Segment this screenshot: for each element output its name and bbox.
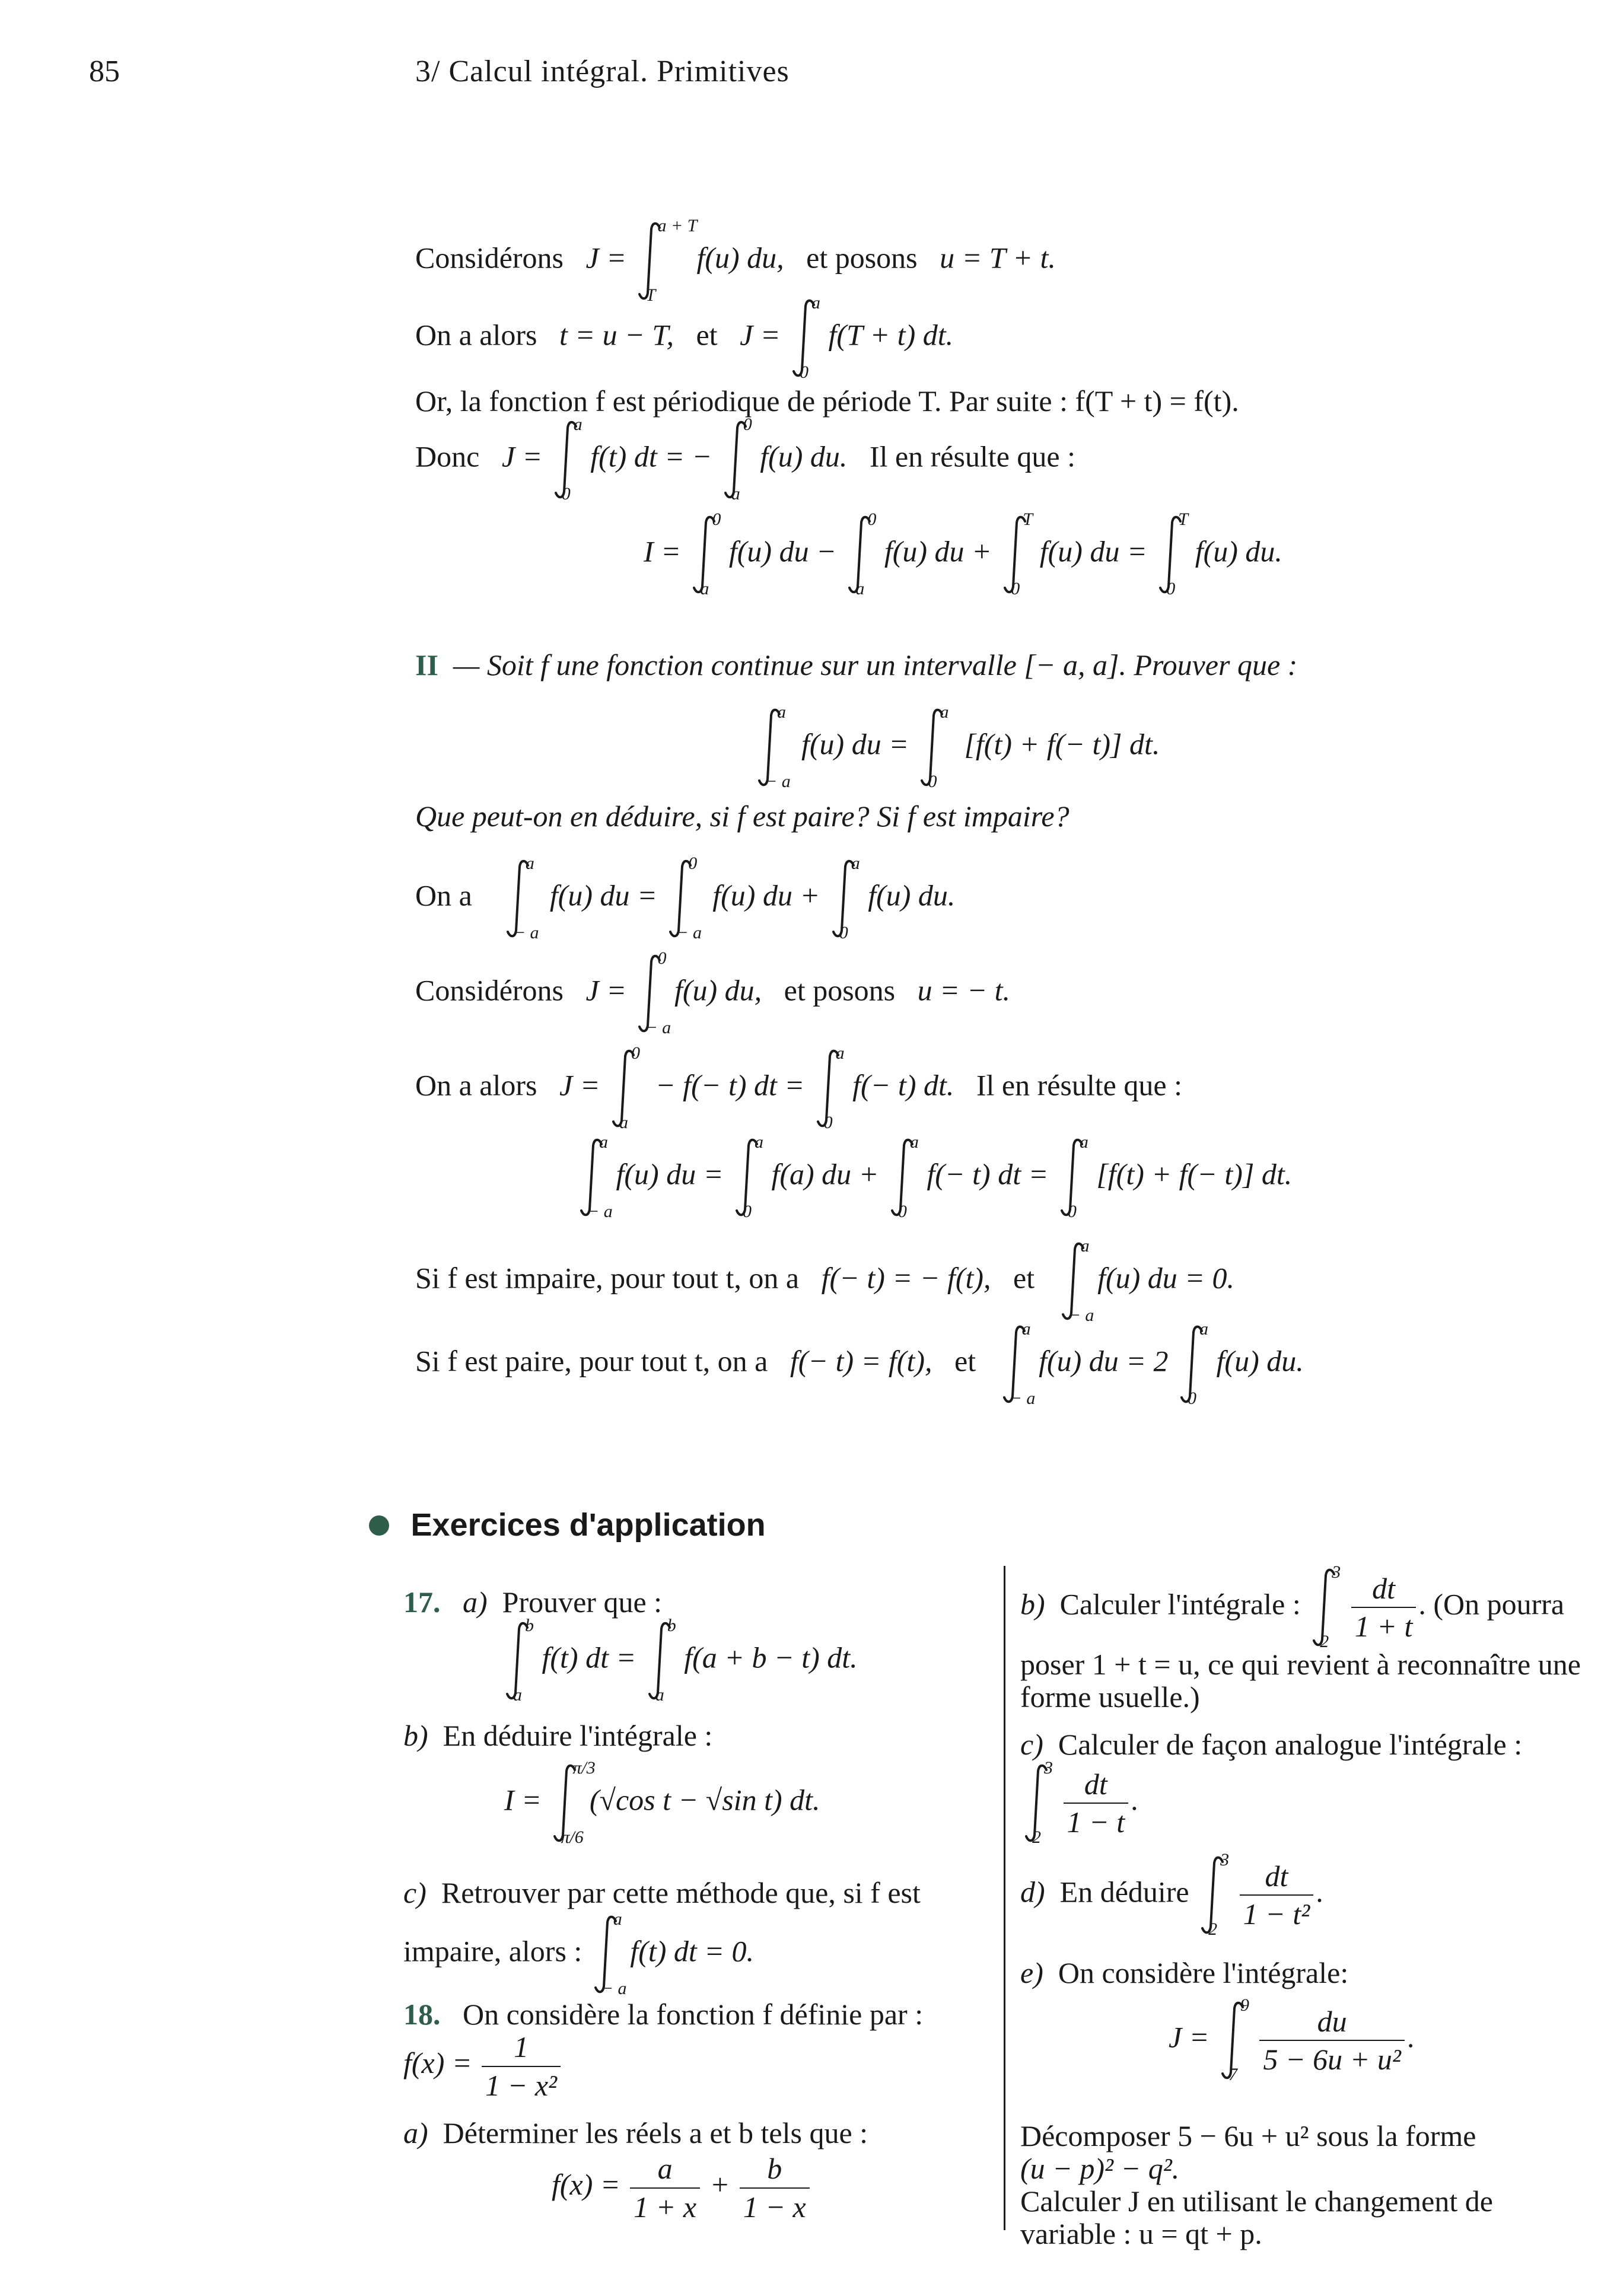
math: f(u) du. [1216, 1344, 1304, 1378]
math: f(u) du. [760, 440, 848, 473]
integral-sign: a − a [1059, 1240, 1087, 1323]
part-II-line-5 [415, 1236, 1235, 1325]
integral-sign: 0 a [610, 1047, 637, 1130]
math: f(u) du = [1039, 534, 1147, 568]
text: et [1013, 1261, 1035, 1295]
math: − f(− t) dt = [655, 1068, 805, 1102]
proof-line-1 [415, 216, 1056, 305]
integral-sign: a 0 [1178, 1323, 1205, 1406]
math: f(t) dt = − [590, 440, 712, 473]
exercise-number: 17. [403, 1585, 441, 1619]
math: f(T + t) dt. [828, 318, 954, 352]
integral-sign: a 0 [830, 857, 857, 940]
text: Déterminer les réels a et b tels que : [443, 2116, 868, 2149]
integral-sign: a 0 [552, 418, 580, 501]
ex17-b [403, 1717, 712, 1754]
integral-sign: a + T T [636, 219, 663, 302]
text: En déduire [1059, 1875, 1189, 1909]
text: et [954, 1344, 976, 1378]
math: f(t) dt = [542, 1641, 636, 1674]
math: f(x) = [552, 2167, 620, 2201]
math: − [678, 1783, 699, 1817]
integral-sign: a − a [592, 1913, 619, 1996]
math: f(u) du. [868, 878, 956, 912]
ex18-a [403, 2115, 868, 2152]
ex18-c-integral: 3 2 $\frac{dt}{1 - t}$ . [1020, 1762, 1138, 1845]
bullet-icon [369, 1515, 389, 1536]
text: Si f est impaire, pour tout t, on a [415, 1261, 800, 1295]
text: On considère la fonction f définie par : [463, 1998, 924, 2031]
integral-sign: a − a [1001, 1323, 1028, 1406]
math: [f(t) + f(− t)] dt. [1096, 1157, 1293, 1191]
text: Retrouver par cette méthode que, si f est [441, 1876, 921, 1909]
ex18-b-line3: poser 1 + t = u, ce qui revient à reconnaître une [1020, 1648, 1581, 1681]
ex18-b [1020, 1562, 1565, 1651]
fraction: $\frac{du}{\text{5 − 6u + u²}}$ [1259, 2003, 1404, 2078]
math: I = [644, 534, 681, 568]
part-II-line-1 [415, 854, 956, 942]
part-II-line-2 [415, 948, 1011, 1037]
integral-sign: 3 2 [1199, 1854, 1226, 1937]
math: [f(t) + f(− t)] dt. [964, 727, 1160, 761]
math: f(u) du. [1195, 534, 1282, 568]
math: J = [501, 440, 543, 473]
fraction: $\frac{dt}{1 + t}$ [1351, 1570, 1417, 1645]
exercises-title: Exercices d'application [410, 1507, 766, 1543]
proof-line-2 [415, 293, 954, 382]
column-divider [1004, 1566, 1005, 2230]
math: J = [585, 973, 626, 1007]
fraction: $\frac{dt}{1 - t}$ [1064, 1766, 1129, 1841]
integral-sign: a − a [504, 857, 531, 940]
math: f(− t) dt. [852, 1068, 954, 1102]
part-II-line-6 [415, 1319, 1304, 1408]
integral-sign: a 0 [790, 297, 817, 380]
ex18-e-integral: J = 9 7 $\frac{du}{\text{5 − 6u + u²}}$ . [1169, 1995, 1415, 2084]
text: Prouver que : [502, 1585, 663, 1619]
math: u = − t. [917, 973, 1011, 1007]
math: f(u) du, [696, 241, 784, 275]
math: f(t) dt = 0. [630, 1934, 755, 1968]
ex18-b-line4: forme usuelle.) [1020, 1680, 1200, 1714]
exercise-number: 18. [403, 1998, 441, 2031]
text: Donc [415, 440, 480, 473]
math: u = T + t. [940, 241, 1056, 275]
ex18-e-line4: variable : u = qt + p. [1020, 2217, 1262, 2250]
text: et [696, 318, 718, 352]
ex18-decomposition [552, 2150, 812, 2225]
integral-sign: 0 a [846, 513, 873, 596]
ex17-c-line2 [403, 1909, 755, 1998]
integral-sign: T 0 [1001, 513, 1029, 596]
integral-sign: a − a [578, 1136, 605, 1219]
text: — Soit f une fonction continue sur un intervalle [− a, a]. Prouver que : [453, 648, 1298, 682]
integral-sign: 9 7 [1219, 1999, 1246, 2082]
part-II-statement [415, 647, 1297, 684]
fraction: $\frac{dt}{\text{1 − t²}}$ [1240, 1858, 1314, 1933]
fraction: $\frac{b}{1 - x}$ [740, 2150, 810, 2225]
integral-sign: a 0 [918, 706, 946, 789]
math: J = [585, 241, 626, 275]
integral-sign: a 0 [733, 1136, 760, 1219]
text: Considérons [415, 973, 564, 1007]
math: I = [504, 1783, 542, 1817]
math: J = [1169, 2020, 1209, 2054]
text: On considère l'intégrale: [1058, 1956, 1349, 1989]
text: Si f est paire, pour tout t, on a [415, 1344, 768, 1378]
math: f(u) du − [728, 534, 836, 568]
text: On a alors [415, 318, 537, 352]
math: f(u) du = 0. [1097, 1261, 1235, 1295]
text: et posons [806, 241, 918, 275]
math: f(u) du + [884, 534, 992, 568]
integral-sign: b a [504, 1619, 531, 1702]
math: J = [740, 318, 781, 352]
item-label: c) [403, 1876, 426, 1909]
item-label: e) [1020, 1956, 1043, 1989]
integral-sign: 0 − a [636, 952, 663, 1035]
ex18-e-line1: Décomposer 5 − 6u + u² sous la forme [1020, 2119, 1476, 2152]
integral-sign: 0 a [722, 418, 749, 501]
ex18-e-line3: Calculer J en utilisant le changement de [1020, 2184, 1493, 2218]
text: Il en résulte que : [976, 1068, 1182, 1102]
part-II-question: Que peut-on en déduire, si f est paire? Si f est impaire? [415, 800, 1069, 833]
part-II-line-4 [575, 1132, 1293, 1221]
ex17-a-equation [501, 1616, 858, 1705]
item-label: d) [1020, 1875, 1045, 1909]
math: f(u) du = [616, 1157, 724, 1191]
integral-sign: a 0 [1058, 1136, 1086, 1219]
integral-sign: π/3 π/6 [551, 1762, 578, 1845]
math: f(a) du + [771, 1157, 879, 1191]
integral-sign: a 0 [814, 1047, 842, 1130]
ex18-c [1020, 1726, 1522, 1763]
item-label: a) [403, 2116, 428, 2149]
item-label: c) [1020, 1728, 1043, 1761]
ex18-intro [403, 1996, 923, 2033]
ex18-e [1020, 1954, 1348, 1992]
part-II-label: II [415, 648, 438, 682]
text: Il en résulte que : [869, 440, 1076, 473]
text: Calculer de façon analogue l'intégrale : [1058, 1728, 1523, 1761]
part-II-equation [753, 702, 1160, 791]
ex17-c [403, 1874, 921, 1912]
math: (√cos t [589, 1783, 671, 1817]
fraction: $\frac{a}{1 + x}$ [630, 2150, 700, 2225]
item-label: a) [463, 1585, 488, 1619]
math: √sin t) dt. [705, 1783, 820, 1817]
text: On a alors [415, 1068, 537, 1102]
text: . (On pourra [1418, 1587, 1565, 1621]
item-label: b) [403, 1719, 428, 1752]
math: f(u) du + [712, 878, 820, 912]
integral-sign: b a [646, 1619, 673, 1702]
ex18-function [403, 2028, 563, 2104]
page-number: 85 [89, 55, 120, 88]
ex18-e-line2: (u − p)² − q². [1020, 2152, 1180, 2185]
integral-sign: 0 a [690, 513, 718, 596]
integral-sign: 3 2 [1023, 1762, 1050, 1845]
running-header: 3/ Calcul intégral. Primitives [415, 55, 790, 88]
integral-sign: a − a [756, 706, 783, 789]
integral-sign: a 0 [889, 1136, 916, 1219]
proof-line-4 [415, 415, 1076, 504]
math: f(u) du = [549, 878, 657, 912]
ex17-b-equation [504, 1758, 820, 1847]
math: f(u) du = 2 [1039, 1344, 1169, 1378]
integral-sign: T 0 [1157, 513, 1184, 596]
item-label: b) [1020, 1587, 1045, 1621]
math: f(a + b − t) dt. [684, 1641, 858, 1674]
math: f(u) du = [801, 727, 909, 761]
math: f(x) = [403, 2046, 472, 2080]
ex18-d: d) En déduire 3 2 $\frac{dt}{\text{1 − t²}}$ . [1020, 1850, 1323, 1939]
math: f(− t) dt = [927, 1157, 1049, 1191]
text: et posons [784, 973, 896, 1007]
exercises-heading [369, 1504, 766, 1545]
text: impaire, alors : [403, 1934, 582, 1968]
text: Considérons [415, 241, 564, 275]
math: + [709, 2167, 730, 2201]
proof-line-3: Or, la fonction f est périodique de période T. Par suite : f(T + t) = f(t). [415, 384, 1239, 418]
integral-sign: 3 2 [1310, 1566, 1338, 1649]
math: t = u − T, [559, 318, 674, 352]
math: f(− t) = f(t), [790, 1344, 932, 1378]
integral-sign: 0 − a [667, 857, 694, 940]
text: En déduire l'intégrale : [443, 1719, 713, 1752]
proof-line-5 [644, 509, 1282, 598]
text: On a [415, 878, 472, 912]
math: f(u) du, [674, 973, 762, 1007]
math: J = [559, 1068, 600, 1102]
text: Calculer l'intégrale : [1059, 1587, 1301, 1621]
math: f(− t) = − f(t), [821, 1261, 991, 1295]
fraction: $\frac{1}{\text{1 − x²}}$ [482, 2028, 561, 2104]
part-II-line-3 [415, 1043, 1182, 1132]
